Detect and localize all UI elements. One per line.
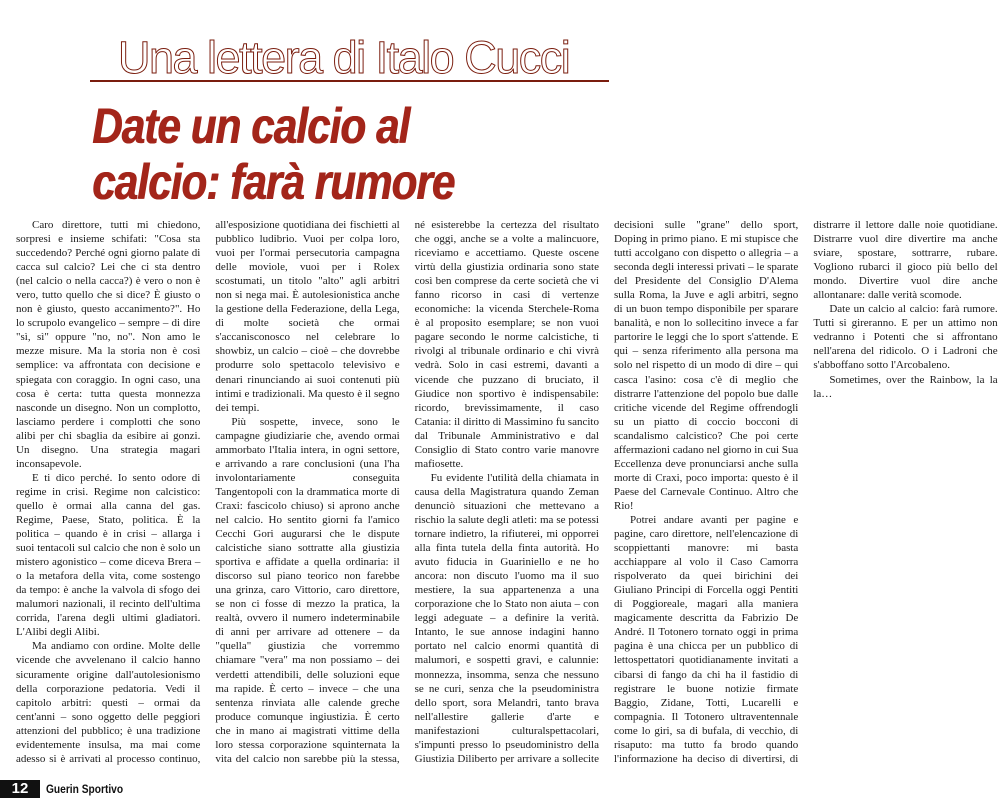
paragraph: Sometimes, over the Rainbow, la la la… [813, 373, 998, 400]
kicker [0, 30, 609, 86]
kicker-rule [90, 80, 609, 82]
kicker-title: Una lettera di Italo Cucci [118, 32, 570, 83]
paragraph: Fu evidente l'utilità della chiamata in causa della Magistratura quando Zeman denunciò situazioni che mettevano a rischio la salute degli atleti: ma se potessi tornare indietro, la rifiuterei, mi opporrei alla finta tutela della finta autorità. Ho avuto fiducia in Guariniello e ne ho ancora: non discuto l'uomo ma il suo mestiere, la sua appartenenza a una corporazione che lo Stato non aiuta – con leggi adeguate – a definire la verità. Intanto, le sue annose indagini hanno portato nel calcio enormi quantità di malumori, e sospetti gravi, e calunnie: monnezza, insomma, senza che nessuno se ne curi, senza che la pseudoministra dello sport, sora Melandri, tanto brava nell'allestire gallerie d'arte e manifestazioni culturalspettacolari, s'impunti presso lo pseudoministro della Giustizia Diliberto per arrivare a sollecite decisioni sulle "grane" dello sport, Doping in primo piano. E mi stupisce che tutti accolgano con dispetto o allegria – a seconda degli interessi privati – le sparate del Presidente del Consiglio D'Alema sulla Roma, la Juve e agli arbitri, segno di un buon tempo disponibile per sparare banalità, e non lo sollecitino invece a far partorire le leggi che lo sport s'attende. E qui – senza riferimento alla persona ma solo nel rispetto di un modo di dire – qui casca l'asino: cosa c'è di meglio che distrarre l'attenzione del popolo bue dalle critiche vicende del Regime offrendogli su un piatto di coccio bocconi di scandalismo calcistico? Che poi certe affermazioni cadano nel giorno in cui Sua Eccellenza deve pronunciarsi anche sulla morte di Craxi, poco importa: questo è il Paese del Carnevale Continuo. Altro che Rio! [414, 219, 799, 765]
paragraph: Date un calcio al calcio: farà rumore. Tutti si gireranno. E per un attimo non vedranno i Potenti che si affrontano nell'arena del ridicolo. O i Ladroni che s'abboffano sotto l'Arcobaleno. [813, 303, 998, 372]
page-number: 12 [0, 780, 40, 798]
headline [92, 98, 520, 210]
headline-line-1: Date un calcio al [92, 98, 410, 154]
paragraph: Caro direttore, tutti mi chiedono, sorpresi e insieme schifati: "Cosa sta succedendo? Perché ogni giorno palate di cacca sul calcio? Lei che ci sta dentro (nel calcio o nella cacca?) è vero o non è vero, tutto quello che si dice? È giusto o non è giusto, questo accanimento?". Ho lo scrupolo evangelico – sempre – di dire "sì, sì" oppure "no, no". Non amo le mezze misure. Ma la storia non è così semplice: va affrontata con decisione e spiegata con coraggio. In ogni caso, una cosa è certa: tutta questa monnezza nasconde un disegno. Non un complotto, lasciamo perdere i complotti che sono alibi per chi sbaglia da esibire ai gonzi. Un disegno. Una strategia magari inconsapevole. [16, 219, 201, 470]
paragraph: Potrei andare avanti per pagine e pagine, caro direttore, nell'elencazione di scoppiettanti manovre: mi basta acchiappare al volo il Caso Camorra rispolverato da quei birichini dei Giuliano Principi di Forcella oggi Pentiti di Poggioreale, magari alla maniera magicamente descritta da Fabrizio De André. Il Totonero tornato oggi in prima pagina è una chicca per un pubblico di lettospettatori quotidianamente invitati a cibarsi di fango da chi ha il fastidio di registrare le buone notizie firmate Baggio, Zidane, Totti, Lucarelli e compagnia. Il Totonero ultraventennale come lo giri, sa di bufala, di vecchio, di risaputo: ma tutto fa brodo quando l'informazione ha deciso di divertirsi, di distrarre il lettore dalle noie quotidiane. Distrarre vuol dire divertire ma anche sviare, spostare, sottrarre, rubare. Vogliono rubarci il gioco più bello del mondo. Divertire vuol dire anche allontanare: dalle verità scomode. [613, 219, 998, 765]
headline-line-2: calcio: farà rumore [92, 154, 455, 210]
paragraph: Ma andiamo con ordine. Molte delle vicende che avvelenano il calcio hanno sicuramente origine dall'autolesionismo della corporazione pedatoria. Vedi il capitolo arbitri: questi – ormai da cent'anni – sono oggetto delle peggiori attenzioni del pubblico; è una tradizione evidentemente insulsa, ma mai come adesso si è arrivati al processo continuo, all'esposizione quotidiana dei fischietti al pubblico ludibrio. Vuoi per colpa loro, vuoi per l'ormai persecutoria campagna delle moviole, vuoi per i Rolex scostumati, un titolo "alto" agli arbitri non si nega mai. È autolesionistica anche la gestione della Federazione, della Lega, di molte società che ormai s'accanisconosco nel celebrare lo showbiz, un calcio – cioè – che dovrebbe produrre solo spettacolo televisivo e denari rinunciando ai suoi contenuti più intimi e tradizionali. Ma questo è il segno dei tempi. [16, 219, 400, 765]
paragraph: Più sospette, invece, sono le campagne giudiziarie che, avendo ormai ammorbato l'Italia intera, in ogni settore, e arrivando a rare conclusioni (una l'ha involontariamente conseguita Tangentopoli con la drammatica morte di Craxi: fascicolo chiuso) si aprono anche nel calcio. Ho sentito giorni fa l'amico Cecchi Gori augurarsi che le dispute calcistiche siano sottratte alla giustizia sportiva e affidate a quella ordinaria: il discorso sul piano teorico non farebbe una grinza, caro Vittorio, caro direttore, se non ci fosse di mezzo la pratica, la realtà, ovvero il numero indeterminabile di anni per arrivare ad ottenere – da "quella" giustizia che vorremmo chiamare "vera" ma non possiamo – dei verdetti attendibili, delle soluzioni eque ma rapide. È certo – invece – che una sentenza rinviata alle calende greche produce comunque ingiustizia. È certo che in mano ai magistrati vittime della loro stessa corporazione squinternata la vita del calcio non sarebbe più la stessa, né esisterebbe la certezza del risultato che oggi, anche se a volte a malincuore, riceviamo e accettiamo. Queste oscene virtù della giustizia ordinaria sono state così ben comprese da certe società che vi fanno ricorso in casi di vertenze economiche: la vicenda Sterchele-Roma è al proposito esemplare; se non vuoi pagare secondo le norme calcistiche, ti rivolgi al tribunale ordinario e chi vivrà vedrà. Solo in casi estremi, davanti a vicende che puzzano di bruciato, il Giudice non sportivo è indispensabile: ricordo, brevissimamente, il caso Catania: il diritto di Massimino fu sancito dal Tribunale Amministrativo e dal Consiglio di Stato contro varie manovre mafiosette. [215, 219, 599, 765]
paragraph: E ti dico perché. Io sento odore di regime in crisi. Regime non calcistico: quello è ormai alla canna del gas. Regime, Paese, Stato, politica. È la politica – quando è in crisi – allarga i suoi tentacoli sul calcio che non è solo un mistero agonistico – come diceva Brera – o la metafora della vita, come sostengo da tempo: è anche la valvola di sfogo dei malumori nazionali, il recinto dell'ultima corrida, l'arena degli ultimi gladiatori. L'Alibi degli Alibi. [16, 471, 201, 639]
page-footer [0, 778, 609, 800]
magazine-name: Guerin Sportivo [46, 782, 124, 796]
article-body [16, 218, 998, 778]
